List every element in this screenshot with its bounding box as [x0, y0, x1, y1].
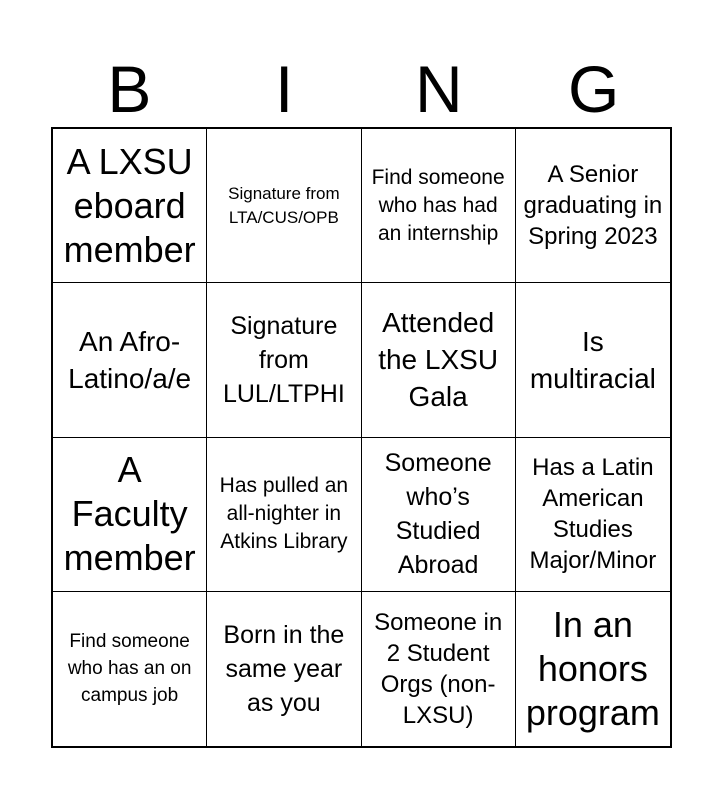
cell-text: Attended the LXSU Gala: [378, 307, 499, 413]
cell-text: Signature from LTA/CUS/OPB: [228, 183, 340, 227]
cell-text: Has a Latin American Studies Major/Minor: [529, 454, 657, 575]
bingo-board: [51, 127, 672, 748]
cell-text: A Senior graduating in Spring 2023: [523, 161, 663, 251]
bingo-cell[interactable]: [516, 129, 670, 283]
cell-text: Signature from LUL/LTPHI: [222, 311, 345, 408]
bingo-cell[interactable]: [53, 129, 207, 283]
cell-text: A Faculty member: [63, 449, 196, 579]
bingo-cell[interactable]: [53, 283, 207, 437]
header-letter-g: G: [567, 52, 620, 126]
cell-text: Find someone who has had an internship: [371, 165, 505, 245]
bingo-cell[interactable]: [362, 129, 516, 283]
bingo-cell[interactable]: [516, 592, 670, 746]
cell-text: In an honors program: [525, 603, 660, 733]
bingo-cell[interactable]: [207, 592, 361, 746]
header-letter-n: N: [415, 52, 463, 126]
cell-text: An Afro-Latino/a/e: [68, 325, 192, 394]
cell-text: Find someone who has an on campus job: [67, 631, 192, 707]
bingo-cell[interactable]: [516, 283, 670, 437]
bingo-header: [52, 50, 671, 128]
bingo-cell[interactable]: [53, 592, 207, 746]
bingo-cell[interactable]: [362, 283, 516, 437]
header-letter-i: I: [274, 52, 294, 126]
bingo-cell[interactable]: [516, 438, 670, 592]
cell-text: Has pulled an all-nighter in Atkins Library: [219, 474, 349, 554]
cell-text: Born in the same year as you: [223, 620, 345, 717]
cell-text: A LXSU eboard member: [63, 140, 196, 270]
cell-text: Is multiracial: [529, 325, 656, 394]
bingo-cell[interactable]: [53, 438, 207, 592]
cell-text: Someone in 2 Student Orgs (non-LXSU): [374, 608, 503, 729]
bingo-cell[interactable]: [362, 438, 516, 592]
bingo-cell[interactable]: [207, 283, 361, 437]
cell-text: Someone who’s Studied Abroad: [384, 449, 492, 580]
bingo-cell[interactable]: [207, 438, 361, 592]
bingo-cell[interactable]: [362, 592, 516, 746]
bingo-cell[interactable]: [207, 129, 361, 283]
header-letter-b: B: [107, 52, 152, 126]
